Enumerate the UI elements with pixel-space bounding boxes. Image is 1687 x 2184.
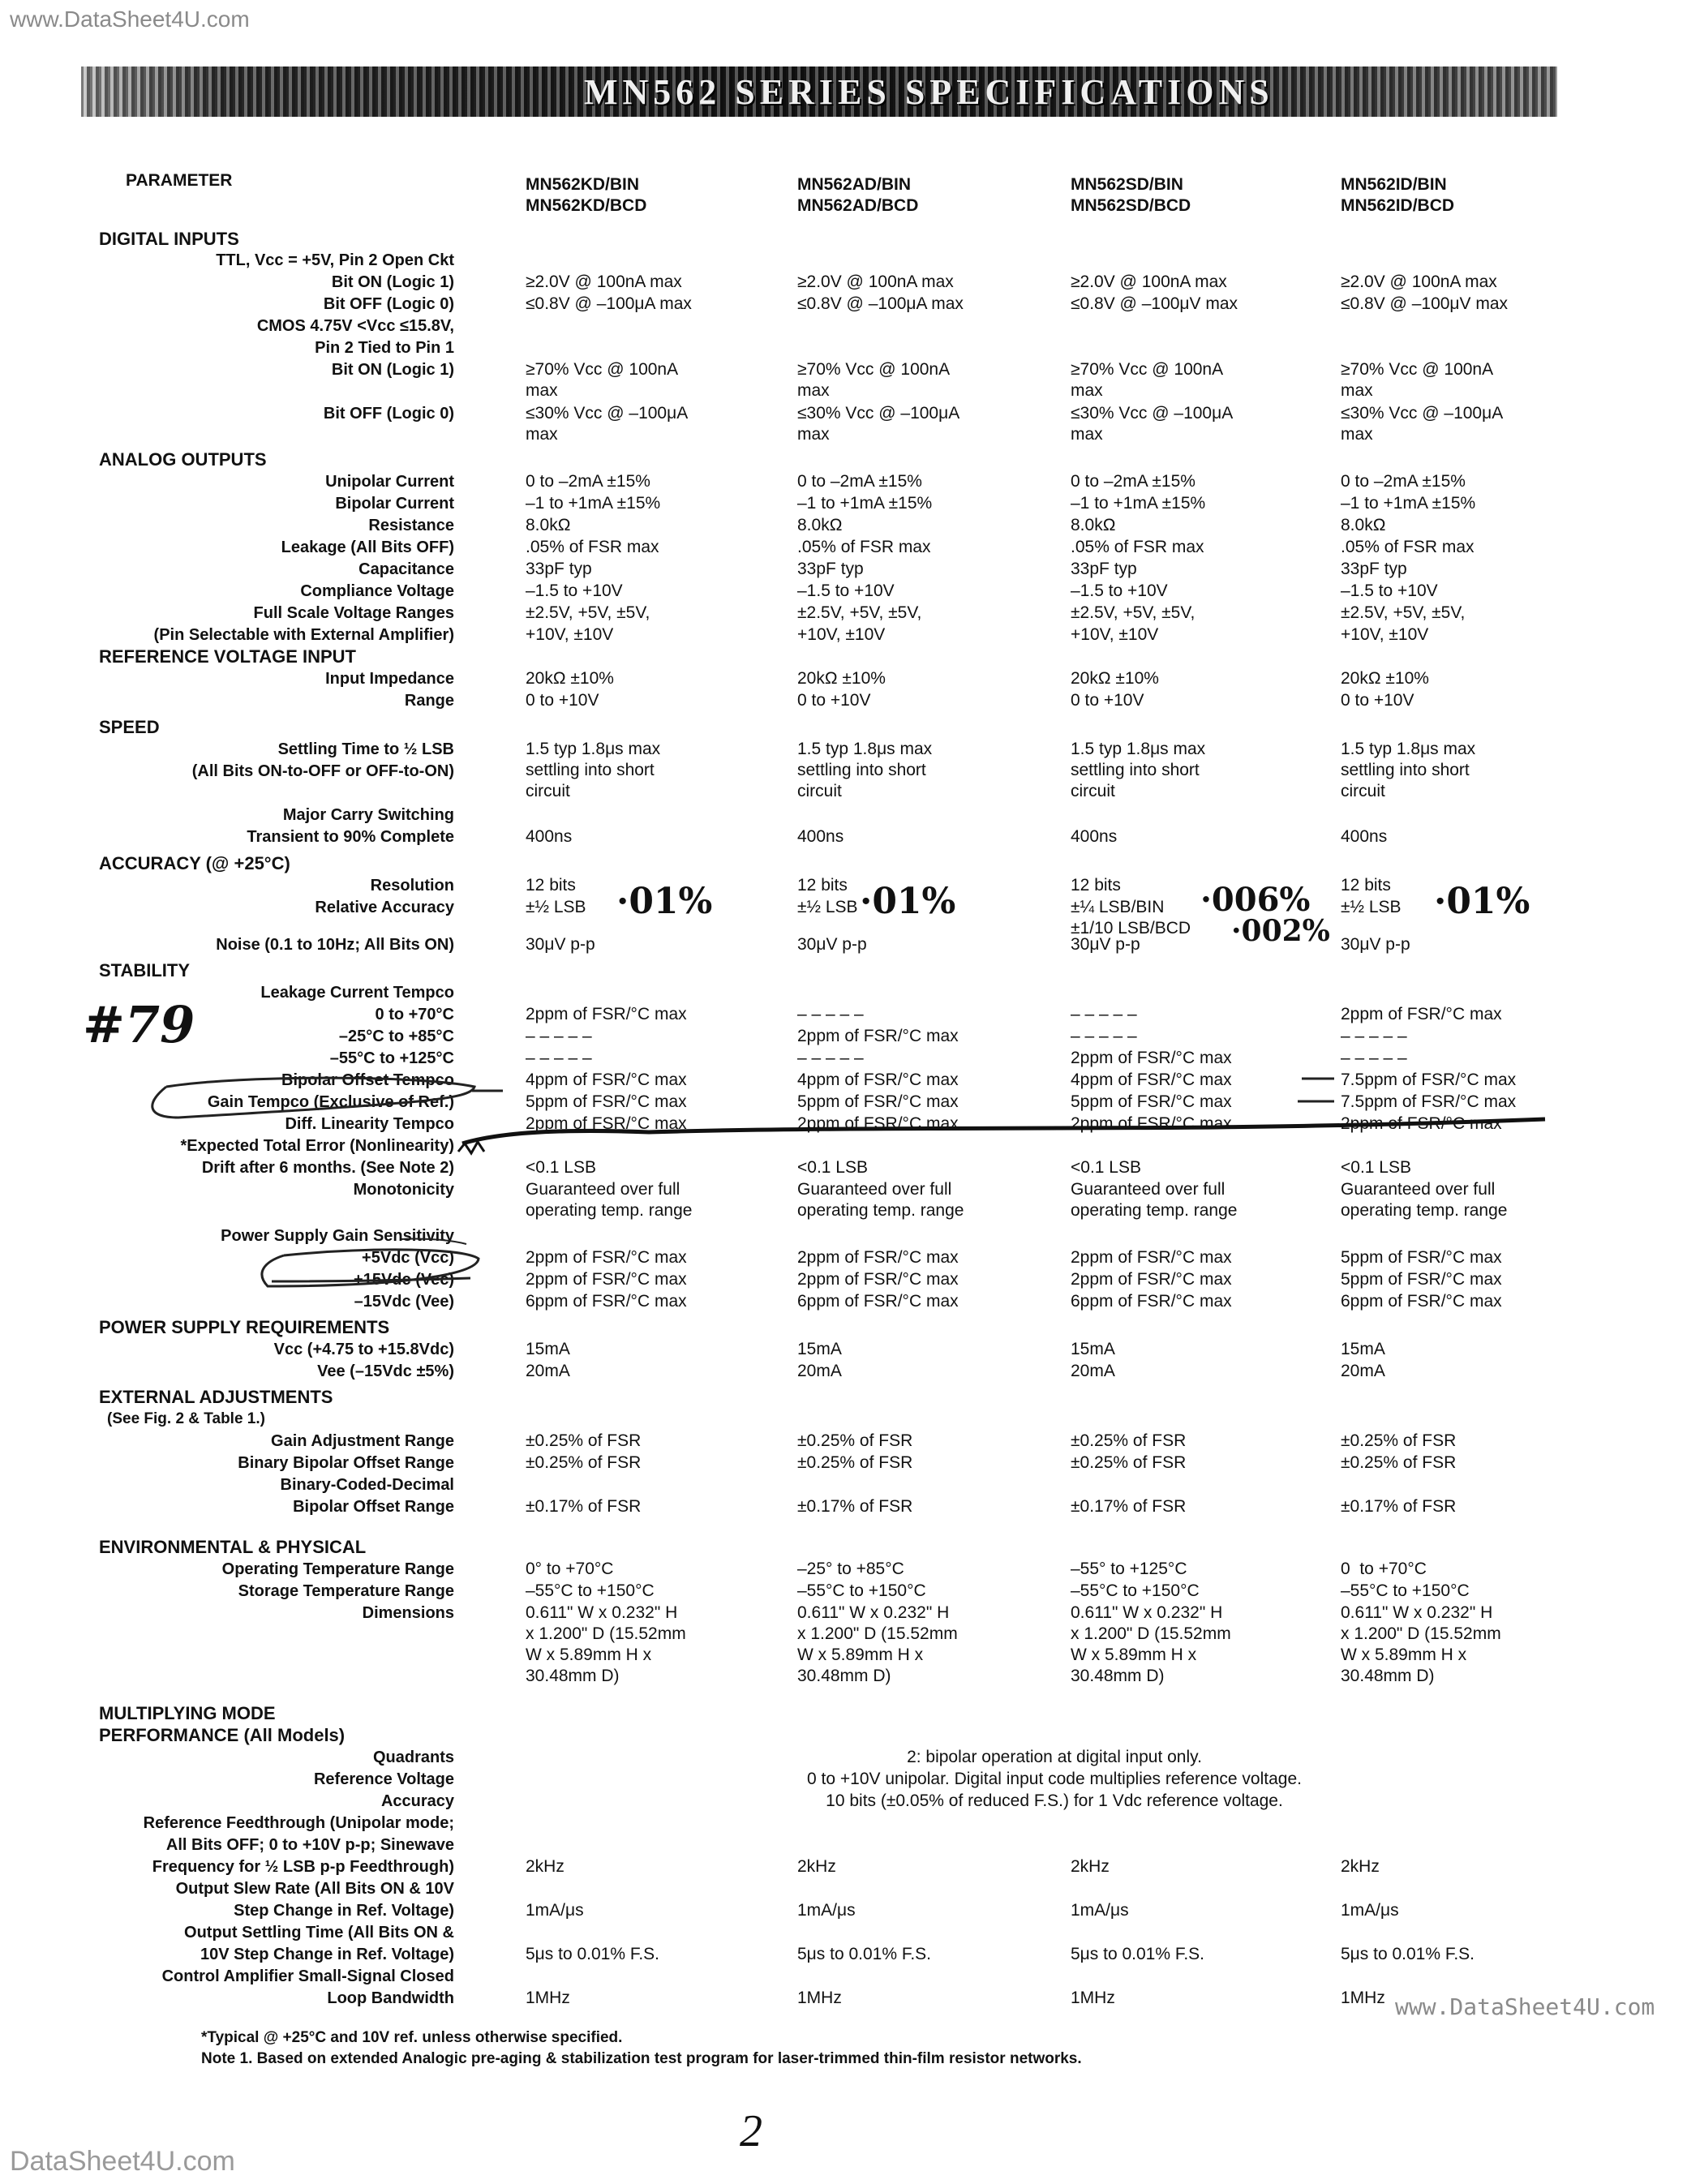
spec-value: 20mA — [1341, 1362, 1385, 1380]
spec-value: 2ppm of FSR/°C max — [526, 1248, 687, 1267]
spec-value: 12 bits — [526, 876, 576, 895]
spec-value: 0° to +70°C — [526, 1560, 614, 1578]
spec-value: 8.0kΩ — [1071, 516, 1116, 534]
handwritten-margin-note: #79 — [83, 995, 195, 1054]
spec-value: 15mA — [526, 1340, 570, 1358]
parameter-label: Noise (0.1 to 10Hz; All Bits ON) — [216, 936, 454, 954]
spec-value: 0 to +70°C — [1341, 1560, 1427, 1578]
spec-value: +10V, ±10V — [526, 625, 614, 644]
parameter-label: Quadrants — [372, 1748, 454, 1766]
spec-value: – – – – – — [1071, 1005, 1137, 1023]
parameter-label: –15Vdc (Vee) — [354, 1293, 454, 1311]
spec-value: 2ppm of FSR/°C max — [1341, 1114, 1502, 1133]
parameter-label: 10V Step Change in Ref. Voltage) — [200, 1946, 454, 1963]
parameter-label: Step Change in Ref. Voltage) — [234, 1902, 454, 1920]
parameter-label: +15Vdc (Vec) — [354, 1271, 454, 1289]
spec-value: 0 to +10V — [1071, 691, 1144, 710]
spec-value: ±0.25% of FSR — [526, 1453, 642, 1472]
spec-value: 400ns — [1341, 827, 1388, 846]
parameter-label: Gain Adjustment Range — [271, 1432, 454, 1450]
spec-value: ±0.25% of FSR — [1071, 1453, 1187, 1472]
spec-value: ≥2.0V @ 100nA max — [1071, 272, 1227, 291]
parameter-label: Diff. Linearity Tempco — [285, 1115, 454, 1133]
spec-value: 15mA — [1071, 1340, 1115, 1358]
section-heading: EXTERNAL ADJUSTMENTS — [99, 1387, 333, 1407]
spec-value: 0 to +10V — [1341, 691, 1414, 710]
spec-value: – – – – – — [1341, 1049, 1407, 1067]
spec-value: .05% of FSR max — [526, 538, 659, 556]
section-heading: ENVIRONMENTAL & PHYSICAL — [99, 1537, 367, 1557]
spec-value: 30μV p-p — [1341, 935, 1410, 954]
spec-value: ±2.5V, +5V, ±5V, — [1341, 603, 1466, 622]
spec-value: ±2.5V, +5V, ±5V, — [797, 603, 922, 622]
parameter-label: +5Vdc (Vcc) — [362, 1249, 454, 1267]
spec-value: ≥70% Vcc @ 100nA max — [1071, 360, 1224, 400]
parameter-label: Bipolar Offset Tempco — [281, 1071, 454, 1089]
spec-value: ≤0.8V @ –100μV max — [1071, 294, 1238, 313]
parameter-label: Compliance Voltage — [300, 582, 454, 600]
spec-value: 0 to –2mA ±15% — [1071, 472, 1195, 491]
spec-value: 5ppm of FSR/°C max — [1341, 1270, 1502, 1289]
spec-value: ±2.5V, +5V, ±5V, — [1071, 603, 1195, 622]
parameter-label: Leakage Current Tempco — [260, 984, 454, 1002]
spec-value: –1.5 to +10V — [526, 581, 623, 600]
parameter-label: (Pin Selectable with External Amplifier) — [153, 626, 454, 644]
parameter-label: Loop Bandwidth — [327, 1989, 454, 2007]
spec-value: 12 bits — [797, 876, 848, 895]
spec-value: 2ppm of FSR/°C max — [1071, 1248, 1232, 1267]
spec-value: ≤30% Vcc @ –100μA max — [526, 404, 689, 444]
spec-value: 2ppm of FSR/°C max — [797, 1114, 959, 1133]
spec-value: ≥70% Vcc @ 100nA max — [526, 360, 679, 400]
spec-value: – – – – – — [526, 1027, 592, 1045]
spec-value: 5μs to 0.01% F.S. — [1071, 1945, 1205, 1963]
page-number: 2 — [740, 2106, 762, 2156]
parameter-label: Reference Feedthrough (Unipolar mode; — [143, 1814, 454, 1832]
spec-value: 0 to –2mA ±15% — [526, 472, 650, 491]
spec-value: 12 bits — [1341, 876, 1391, 895]
spec-value: ±½ LSB — [797, 898, 858, 916]
handwritten-accuracy-s-bin: ·006% — [1200, 881, 1311, 919]
spec-value: 2kHz — [1341, 1857, 1380, 1876]
spec-value: 2ppm of FSR/°C max — [1071, 1049, 1232, 1067]
parameter-label: TTL, Vcc = +5V, Pin 2 Open Ckt — [216, 251, 454, 269]
spec-value: ±½ LSB — [1341, 898, 1402, 916]
spec-value: 4ppm of FSR/°C max — [526, 1071, 687, 1089]
parameter-label: –55°C to +125°C — [329, 1049, 454, 1067]
spec-value: 0.611" W x 0.232" H x 1.200" D (15.52mm W x 5.89mm H x 30.48mm D) — [797, 1603, 958, 1685]
spec-value: <0.1 LSB — [1071, 1158, 1141, 1177]
spec-value: 400ns — [1071, 827, 1118, 846]
spec-value: 400ns — [526, 827, 573, 846]
spec-value: <0.1 LSB — [797, 1158, 868, 1177]
spec-value: – – – – – — [1071, 1027, 1137, 1045]
parameter-label: Transient to 90% Complete — [247, 828, 454, 846]
spec-value: 20kΩ ±10% — [1341, 669, 1429, 688]
parameter-label: Dimensions — [362, 1604, 454, 1622]
parameter-label: Monotonicity — [353, 1181, 454, 1199]
spec-value: 1MHz — [1341, 1989, 1385, 2007]
parameter-label: Pin 2 Tied to Pin 1 — [315, 339, 454, 357]
spec-value: ≤0.8V @ –100μV max — [1341, 294, 1509, 313]
parameter-label: Range — [404, 692, 454, 710]
spec-value: –1 to +1mA ±15% — [1071, 494, 1206, 513]
parameter-label: Power Supply Gain Sensitivity — [221, 1227, 454, 1245]
model-header: MN562SD/BIN MN562SD/BCD — [1071, 175, 1191, 215]
spec-value: ≤30% Vcc @ –100μA max — [1071, 404, 1234, 444]
spec-value: 5μs to 0.01% F.S. — [526, 1945, 660, 1963]
parameter-label: Vcc (+4.75 to +15.8Vdc) — [273, 1341, 454, 1358]
spec-value: 1MHz — [1071, 1989, 1115, 2007]
section-heading: REFERENCE VOLTAGE INPUT — [99, 646, 356, 667]
spec-value: 33pF typ — [526, 560, 592, 578]
spec-value: – – – – – — [526, 1049, 592, 1067]
spec-value: 8.0kΩ — [526, 516, 571, 534]
parameter-label: Binary Bipolar Offset Range — [238, 1454, 454, 1472]
spec-value-all-models: 10 bits (±0.05% of reduced F.S.) for 1 Vdc reference voltage. — [826, 1791, 1283, 1810]
handwritten-accuracy-a: ·01% — [860, 881, 956, 922]
spec-value: 7.5ppm of FSR/°C max — [1341, 1071, 1517, 1089]
parameter-label: Storage Temperature Range — [238, 1582, 454, 1600]
spec-value: 1.5 typ 1.8μs max settling into short circuit — [1341, 740, 1476, 800]
spec-value: ≥2.0V @ 100nA max — [526, 272, 682, 291]
spec-value: 5μs to 0.01% F.S. — [797, 1945, 932, 1963]
footnote-typical: *Typical @ +25°C and 10V ref. unless otherwise specified. — [201, 2029, 623, 2046]
spec-value: <0.1 LSB — [526, 1158, 596, 1177]
handwritten-accuracy-k: ·01% — [616, 881, 713, 922]
spec-value: –55°C to +150°C — [1341, 1581, 1470, 1600]
section-heading: PERFORMANCE (All Models) — [99, 1725, 346, 1745]
spec-value: –1.5 to +10V — [1341, 581, 1438, 600]
spec-value: 5ppm of FSR/°C max — [526, 1092, 687, 1111]
spec-value: 0 to +10V — [526, 691, 599, 710]
spec-value: 2kHz — [1071, 1857, 1110, 1876]
spec-value: ±0.25% of FSR — [1071, 1431, 1187, 1450]
spec-value: –1.5 to +10V — [797, 581, 895, 600]
parameter-label: (All Bits ON-to-OFF or OFF-to-ON) — [191, 762, 454, 780]
parameter-label: Accuracy — [380, 1792, 454, 1810]
section-heading: DIGITAL INPUTS — [99, 229, 239, 249]
parameter-label: –25°C to +85°C — [338, 1028, 454, 1045]
spec-value: –25° to +85°C — [797, 1560, 904, 1578]
parameter-label: Capacitance — [358, 560, 454, 578]
parameter-label: Vee (–15Vdc ±5%) — [317, 1362, 454, 1380]
spec-value: 1.5 typ 1.8μs max settling into short circuit — [1071, 740, 1206, 800]
spec-value: 1.5 typ 1.8μs max settling into short circuit — [797, 740, 933, 800]
parameter-label: Bit ON (Logic 1) — [331, 273, 454, 291]
spec-value: .05% of FSR max — [797, 538, 931, 556]
spec-value: –1 to +1mA ±15% — [526, 494, 661, 513]
parameter-label: Bit OFF (Logic 0) — [323, 405, 454, 423]
banner-title: MN562 SERIES SPECIFICATIONS — [584, 72, 1274, 112]
spec-value: 8.0kΩ — [797, 516, 843, 534]
spec-value: 30μV p-p — [1071, 935, 1140, 954]
spec-value: 0 to –2mA ±15% — [797, 472, 922, 491]
spec-value: Guaranteed over full operating temp. range — [797, 1180, 964, 1220]
section-heading: ANALOG OUTPUTS — [99, 449, 267, 470]
spec-value: 7.5ppm of FSR/°C max — [1341, 1092, 1517, 1111]
spec-value: 2ppm of FSR/°C max — [797, 1270, 959, 1289]
spec-value: 2ppm of FSR/°C max — [526, 1270, 687, 1289]
model-header: MN562ID/BIN MN562ID/BCD — [1341, 175, 1455, 215]
parameter-label: Input Impedance — [325, 670, 454, 688]
parameter-label: Resistance — [368, 517, 454, 534]
spec-value: –1.5 to +10V — [1071, 581, 1168, 600]
spec-value: 20mA — [797, 1362, 842, 1380]
parameter-label: Frequency for ½ LSB p-p Feedthrough) — [152, 1858, 454, 1876]
section-heading: (See Fig. 2 & Table 1.) — [107, 1410, 265, 1427]
parameter-header: PARAMETER — [126, 171, 233, 190]
spec-value: ±0.25% of FSR — [797, 1453, 913, 1472]
spec-value: 5ppm of FSR/°C max — [1341, 1248, 1502, 1267]
spec-value: Guaranteed over full operating temp. range — [1341, 1180, 1508, 1220]
spec-value: ≥2.0V @ 100nA max — [797, 272, 954, 291]
spec-value: 33pF typ — [1071, 560, 1137, 578]
parameter-label: Relative Accuracy — [315, 899, 454, 916]
spec-value: 1MHz — [526, 1989, 570, 2007]
spec-value: –55° to +125°C — [1071, 1560, 1187, 1578]
spec-value: 0.611" W x 0.232" H x 1.200" D (15.52mm W x 5.89mm H x 30.48mm D) — [1341, 1603, 1501, 1685]
spec-value: 2ppm of FSR/°C max — [1071, 1114, 1232, 1133]
spec-value: ±0.17% of FSR — [1071, 1497, 1187, 1516]
parameter-label: Leakage (All Bits OFF) — [281, 538, 454, 556]
parameter-label: Output Slew Rate (All Bits ON & 10V — [175, 1880, 454, 1898]
spec-value: – – – – – — [797, 1049, 864, 1067]
spec-value: –55°C to +150°C — [526, 1581, 655, 1600]
spec-value: 1MHz — [797, 1989, 842, 2007]
spec-banner — [81, 67, 1557, 117]
parameter-label: Bit OFF (Logic 0) — [323, 295, 454, 313]
spec-value: 2ppm of FSR/°C max — [526, 1005, 687, 1023]
spec-value: 0 to +10V — [797, 691, 871, 710]
parameter-label: CMOS 4.75V <Vcc ≤15.8V, — [256, 317, 454, 335]
parameter-label: Bipolar Current — [335, 495, 454, 513]
parameter-label: Bipolar Offset Range — [293, 1498, 454, 1516]
spec-value: 400ns — [797, 827, 844, 846]
parameter-label: Output Settling Time (All Bits ON & — [184, 1924, 454, 1942]
spec-value: –55°C to +150°C — [797, 1581, 926, 1600]
spec-value: 2ppm of FSR/°C max — [797, 1027, 959, 1045]
spec-value: 2kHz — [797, 1857, 836, 1876]
parameter-label: Resolution — [370, 877, 454, 895]
spec-value: 1mA/μs — [797, 1901, 856, 1920]
spec-value: 15mA — [1341, 1340, 1385, 1358]
spec-value: .05% of FSR max — [1341, 538, 1475, 556]
spec-value: ±0.25% of FSR — [797, 1431, 913, 1450]
spec-value: 33pF typ — [797, 560, 864, 578]
spec-value: 20mA — [526, 1362, 570, 1380]
parameter-label: Binary-Coded-Decimal — [280, 1476, 454, 1494]
spec-value: ≤30% Vcc @ –100μA max — [797, 404, 960, 444]
spec-value: +10V, ±10V — [1071, 625, 1159, 644]
spec-value: 1mA/μs — [1071, 1901, 1129, 1920]
spec-value: 0 to –2mA ±15% — [1341, 472, 1466, 491]
spec-value: 30μV p-p — [526, 935, 595, 954]
spec-value: ±¼ LSB/BIN ±1/10 LSB/BCD — [1071, 898, 1191, 938]
spec-value: 5μs to 0.01% F.S. — [1341, 1945, 1475, 1963]
spec-value: 0.611" W x 0.232" H x 1.200" D (15.52mm W x 5.89mm H x 30.48mm D) — [526, 1603, 686, 1685]
section-heading: ACCURACY (@ +25°C) — [99, 853, 290, 873]
spec-value: ≥70% Vcc @ 100nA max — [1341, 360, 1494, 400]
spec-value: 30μV p-p — [797, 935, 867, 954]
spec-value: ≥70% Vcc @ 100nA max — [797, 360, 951, 400]
parameter-label: Drift after 6 months. (See Note 2) — [201, 1159, 454, 1177]
spec-value: 6ppm of FSR/°C max — [797, 1292, 959, 1311]
spec-value: 5ppm of FSR/°C max — [1071, 1092, 1232, 1111]
spec-value: +10V, ±10V — [797, 625, 886, 644]
spec-value: 2ppm of FSR/°C max — [1071, 1270, 1232, 1289]
spec-value: – – – – – — [797, 1005, 864, 1023]
spec-value: 2ppm of FSR/°C max — [797, 1248, 959, 1267]
spec-value: 4ppm of FSR/°C max — [1071, 1071, 1232, 1089]
spec-value: <0.1 LSB — [1341, 1158, 1411, 1177]
watermark-bottom: DataSheet4U.com — [10, 2146, 235, 2177]
model-header: MN562AD/BIN MN562AD/BCD — [797, 175, 919, 215]
spec-value: – – – – – — [1341, 1027, 1407, 1045]
spec-value: 6ppm of FSR/°C max — [526, 1292, 687, 1311]
watermark-top: www.DataSheet4U.com — [10, 6, 250, 32]
spec-value-all-models: 0 to +10V unipolar. Digital input code multiplies reference voltage. — [807, 1770, 1302, 1788]
parameter-label: Gain Tempco (Exclusive of Ref.) — [207, 1093, 454, 1111]
spec-value: ±0.25% of FSR — [1341, 1453, 1457, 1472]
spec-value: –55°C to +150°C — [1071, 1581, 1200, 1600]
parameter-label: *Expected Total Error (Nonlinearity) — [180, 1137, 454, 1155]
parameter-label: Major Carry Switching — [282, 806, 454, 824]
spec-value: ≤30% Vcc @ –100μA max — [1341, 404, 1504, 444]
spec-value: ±0.25% of FSR — [526, 1431, 642, 1450]
spec-value: .05% of FSR max — [1071, 538, 1204, 556]
spec-value: –1 to +1mA ±15% — [797, 494, 933, 513]
parameter-label: Bit ON (Logic 1) — [331, 361, 454, 379]
spec-value: 1.5 typ 1.8μs max settling into short circuit — [526, 740, 661, 800]
spec-value: 8.0kΩ — [1341, 516, 1386, 534]
spec-value: 20mA — [1071, 1362, 1115, 1380]
spec-value: 4ppm of FSR/°C max — [797, 1071, 959, 1089]
spec-value: 1mA/μs — [526, 1901, 584, 1920]
spec-value: ±2.5V, +5V, ±5V, — [526, 603, 650, 622]
spec-value: 20kΩ ±10% — [797, 669, 886, 688]
spec-value: 15mA — [797, 1340, 842, 1358]
spec-value: 5ppm of FSR/°C max — [797, 1092, 959, 1111]
spec-value: +10V, ±10V — [1341, 625, 1429, 644]
spec-value: 0.611" W x 0.232" H x 1.200" D (15.52mm W x 5.89mm H x 30.48mm D) — [1071, 1603, 1231, 1685]
section-heading: STABILITY — [99, 960, 191, 980]
section-heading: MULTIPLYING MODE — [99, 1703, 276, 1723]
handwritten-accuracy-s-bcd: ·002% — [1231, 914, 1330, 948]
spec-value: 2ppm of FSR/°C max — [1341, 1005, 1502, 1023]
handwritten-accuracy-i: ·01% — [1434, 881, 1530, 922]
spec-value: 33pF typ — [1341, 560, 1407, 578]
spec-value: 12 bits — [1071, 876, 1121, 895]
spec-value: ±½ LSB — [526, 898, 586, 916]
spec-value: 20kΩ ±10% — [526, 669, 614, 688]
spec-value: ≥2.0V @ 100nA max — [1341, 272, 1497, 291]
spec-value: 1mA/μs — [1341, 1901, 1399, 1920]
watermark-right: www.DataSheet4U.com — [1395, 1993, 1655, 2020]
spec-value: ≤0.8V @ –100μA max — [797, 294, 964, 313]
parameter-label: Reference Voltage — [313, 1770, 454, 1788]
spec-value-all-models: 2: bipolar operation at digital input only. — [907, 1748, 1202, 1766]
parameter-label: Settling Time to ½ LSB — [277, 740, 454, 758]
spec-value: ±0.17% of FSR — [797, 1497, 913, 1516]
spec-value: 20kΩ ±10% — [1071, 669, 1159, 688]
section-heading: SPEED — [99, 717, 160, 737]
spec-value: ≤0.8V @ –100μA max — [526, 294, 692, 313]
spec-value: 6ppm of FSR/°C max — [1341, 1292, 1502, 1311]
spec-value: 2ppm of FSR/°C max — [526, 1114, 687, 1133]
parameter-label: Operating Temperature Range — [221, 1560, 454, 1578]
spec-value: Guaranteed over full operating temp. range — [1071, 1180, 1238, 1220]
spec-value: ±0.17% of FSR — [526, 1497, 642, 1516]
parameter-label: 0 to +70°C — [375, 1006, 454, 1023]
parameter-label: Unipolar Current — [325, 473, 454, 491]
spec-value: 6ppm of FSR/°C max — [1071, 1292, 1232, 1311]
spec-value: –1 to +1mA ±15% — [1341, 494, 1476, 513]
spec-value: ±0.17% of FSR — [1341, 1497, 1457, 1516]
section-heading: POWER SUPPLY REQUIREMENTS — [99, 1317, 390, 1337]
parameter-label: Full Scale Voltage Ranges — [253, 604, 454, 622]
spec-value: 2kHz — [526, 1857, 564, 1876]
parameter-label: All Bits OFF; 0 to +10V p-p; Sinewave — [165, 1836, 454, 1854]
spec-value: Guaranteed over full operating temp. range — [526, 1180, 693, 1220]
spec-value: ±0.25% of FSR — [1341, 1431, 1457, 1450]
model-header: MN562KD/BIN MN562KD/BCD — [526, 175, 647, 215]
parameter-label: Control Amplifier Small-Signal Closed — [161, 1967, 454, 1985]
footnote-note-1: Note 1. Based on extended Analogic pre-aging & stabilization test program for laser-trimmed thin-film resistor networks. — [201, 2050, 1082, 2067]
